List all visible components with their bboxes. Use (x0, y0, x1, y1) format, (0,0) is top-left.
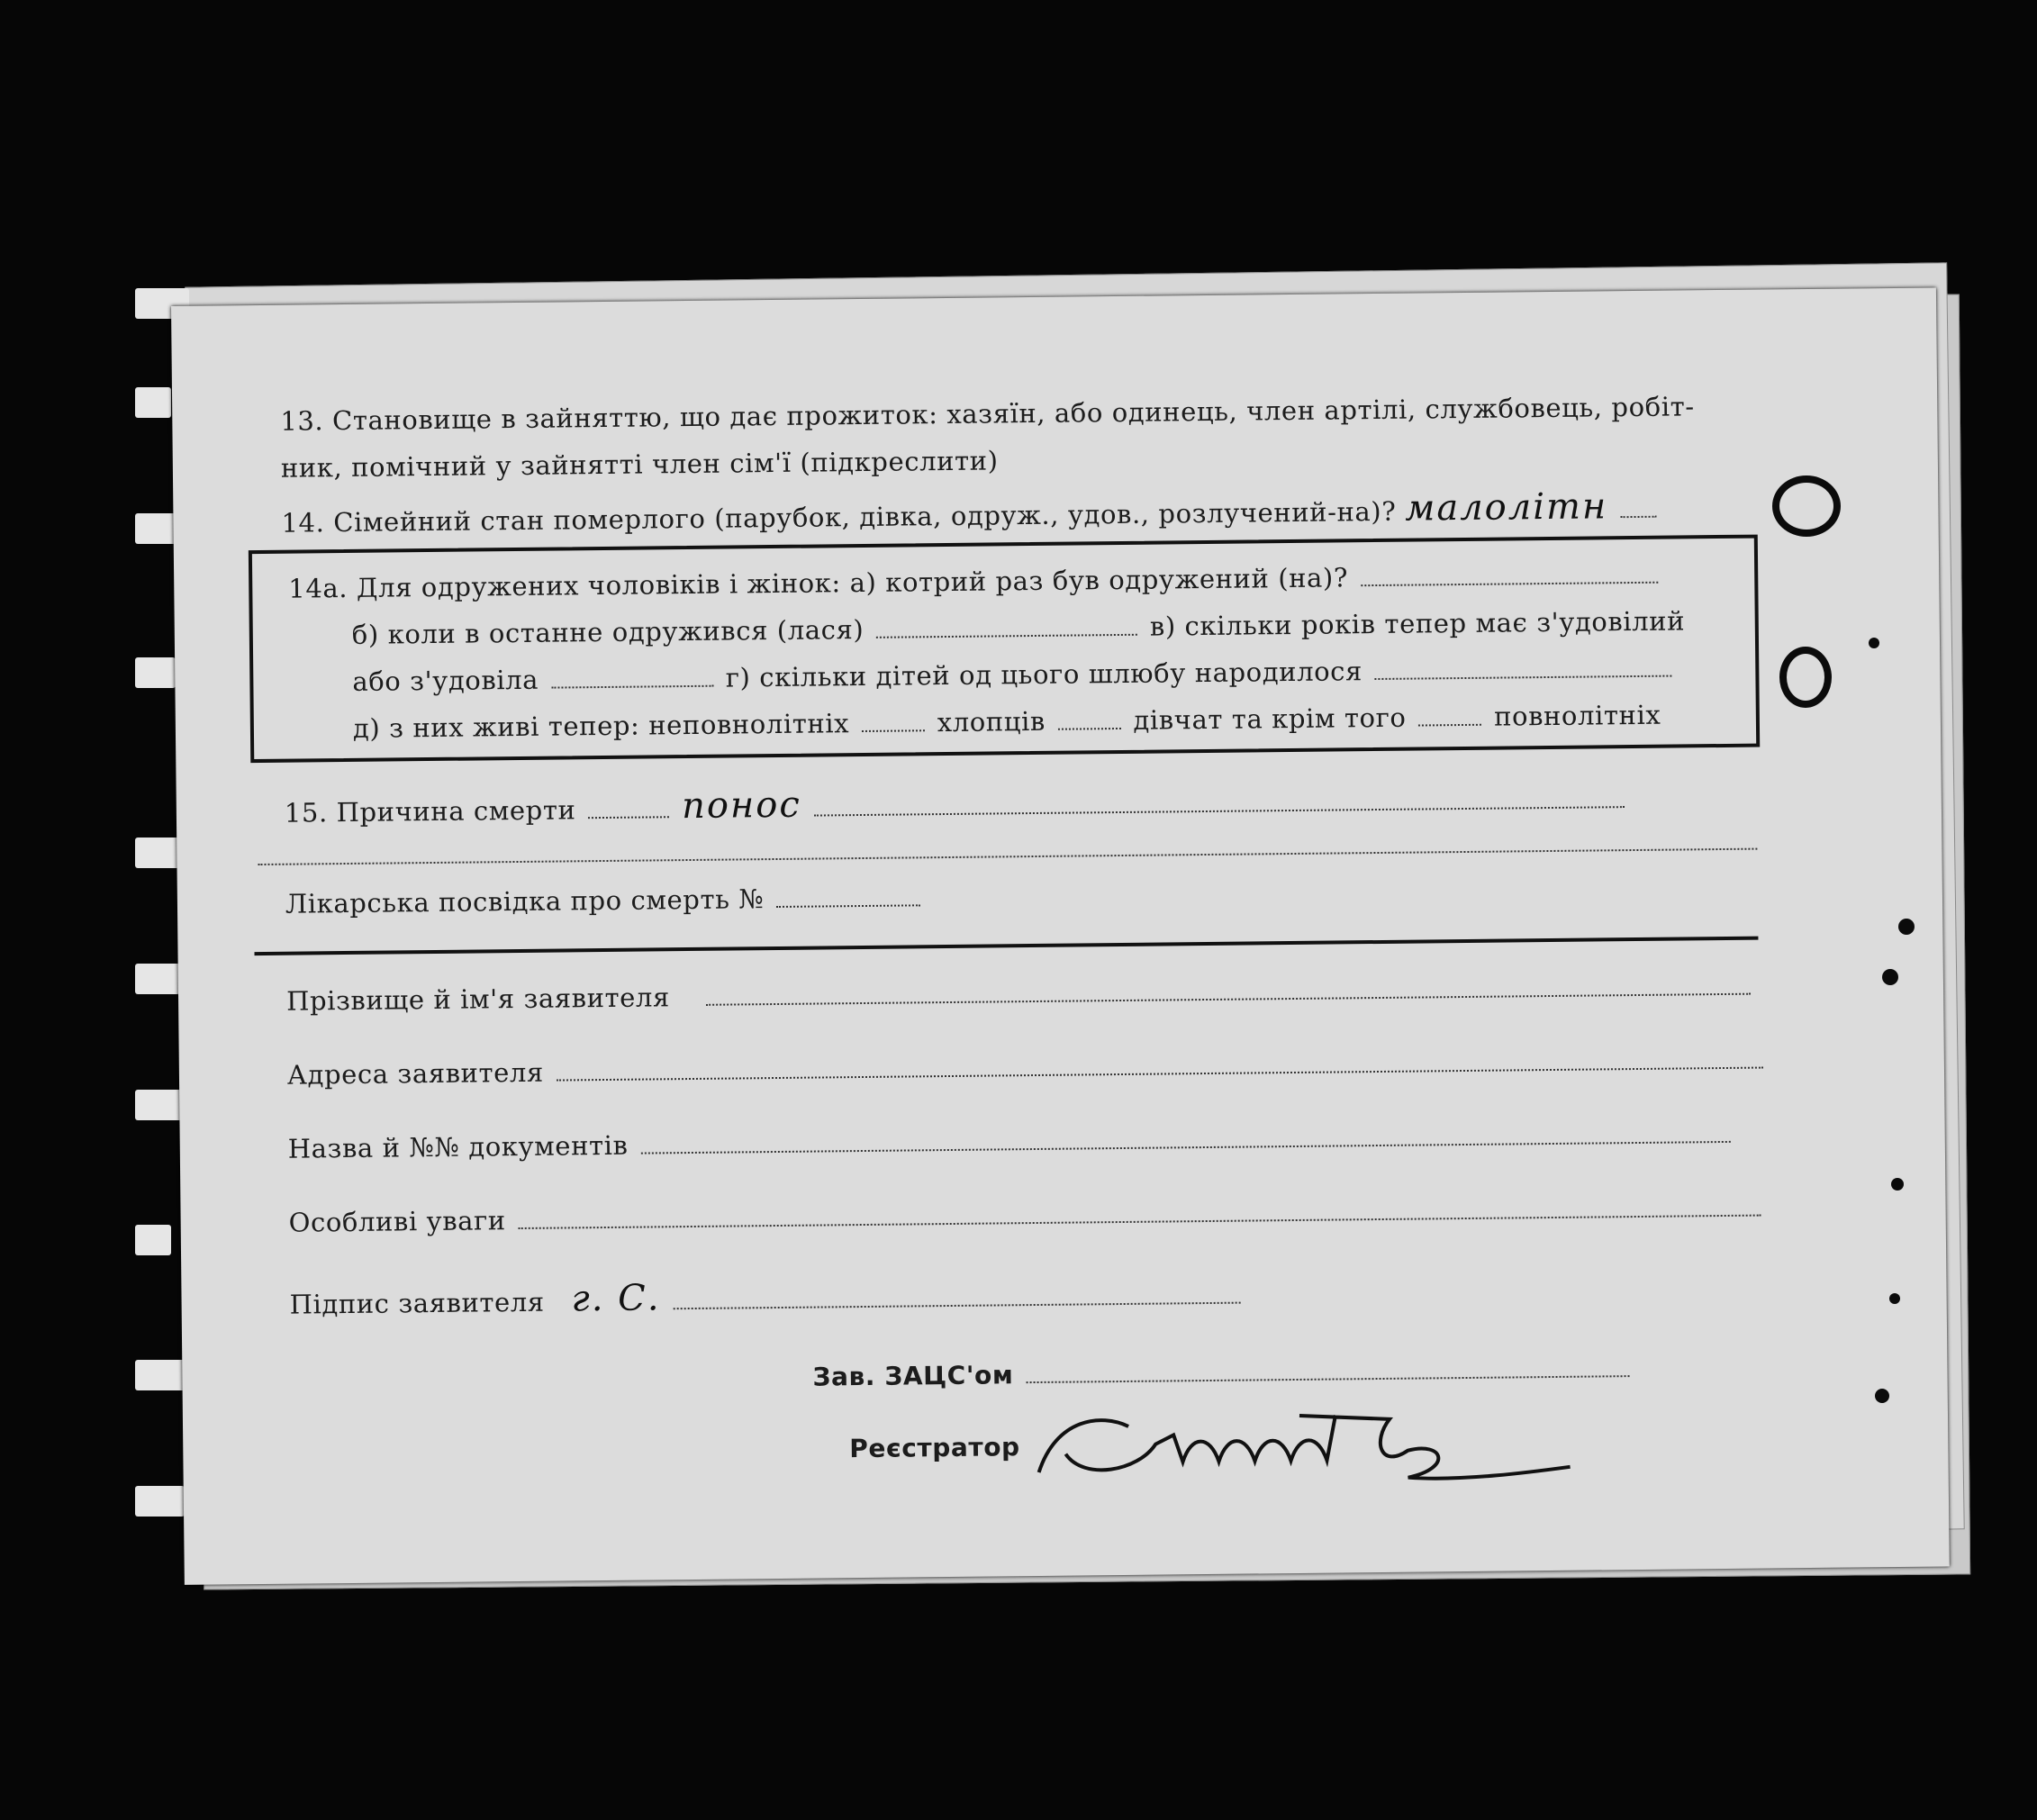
section-divider (255, 937, 1759, 955)
q13-line1: 13. Становище в зайняттю, що дає прожиток: хазяїн, або одинець, член артілі, службовець, робіт- (280, 391, 1695, 437)
punch-hole (1891, 1178, 1904, 1191)
registrar-label: Реєстратор (849, 1432, 1020, 1464)
applicant-address-label: Адреса заявителя (286, 1056, 544, 1091)
registrar-signature-text: Стопч (1344, 1500, 1349, 1502)
q14a-a-row (288, 559, 1661, 604)
q14-label: 14. Сімейний стан померлого (парубок, дівка, одруж., удов., розлучений-на)? (281, 495, 1397, 539)
punch-hole (1875, 1389, 1889, 1403)
q14a-girls-label: дівчат та крім того (1133, 702, 1407, 736)
head-zags-row (812, 1354, 1634, 1392)
punch-hole (1772, 475, 1841, 537)
q14a-d-label: д) з них живі тепер: неповнолітніх (352, 708, 850, 744)
q14a-g-label: г) скільки дітей од цього шлюбу народилося (725, 656, 1363, 693)
q14a-adults-label: повнолітніх (1493, 699, 1661, 732)
q14a-a-label: 14а. Для одружених чоловіків і жінок: а) котрий раз був одружений (на)? (288, 562, 1349, 604)
registrar-row (849, 1432, 1020, 1463)
q14-answer: малолітн (1404, 485, 1608, 530)
applicant-address-row (287, 1044, 1767, 1090)
q14a-v-label: в) скільки років тепер має з'удовілий (1149, 605, 1686, 642)
registrar-signature (1029, 1395, 1589, 1508)
q14-row (281, 485, 1660, 541)
med-cert-row (285, 882, 925, 919)
q15-answer: понос (681, 783, 801, 828)
q15-label: 15. Причина смерти (284, 794, 576, 829)
applicant-signature-value: г. С. (571, 1277, 661, 1320)
applicant-name-row (286, 971, 1754, 1017)
punch-hole (1889, 1293, 1900, 1304)
punch-hole (1779, 647, 1832, 708)
q14a-v2-label: або з'удовіла (352, 664, 539, 697)
q14a-g-row (352, 653, 1676, 697)
q13-line2: ник, помічний у зайнятті член сім'ї (підкреслити) (280, 445, 999, 484)
documents-label: Назва й №№ документів (287, 1129, 629, 1164)
married-section-box (249, 535, 1760, 764)
punch-hole (1898, 919, 1915, 935)
applicant-signature-row (289, 1272, 1244, 1323)
q14a-d-row (353, 700, 1661, 744)
documents-row (288, 1118, 1734, 1164)
remarks-row (288, 1192, 1764, 1238)
head-zags-label: Зав. ЗАЦС'ом (812, 1360, 1014, 1392)
record-form-sheet (171, 287, 1950, 1584)
applicant-signature-label: Підпис заявителя (289, 1286, 545, 1320)
q14a-b-row (352, 605, 1686, 649)
med-cert-label: Лікарська посвідка про смерть № (285, 883, 765, 919)
applicant-name-label: Прізвище й ім'я заявителя (285, 982, 671, 1017)
q14a-boys-label: хлопців (937, 705, 1046, 738)
q15-row (285, 775, 1628, 831)
blank-line (258, 848, 1757, 865)
punch-hole (1882, 969, 1898, 985)
q14a-b-label: б) коли в останне одружився (лася) (351, 613, 865, 650)
remarks-label: Особливі уваги (288, 1205, 506, 1238)
punch-hole (1869, 638, 1879, 648)
